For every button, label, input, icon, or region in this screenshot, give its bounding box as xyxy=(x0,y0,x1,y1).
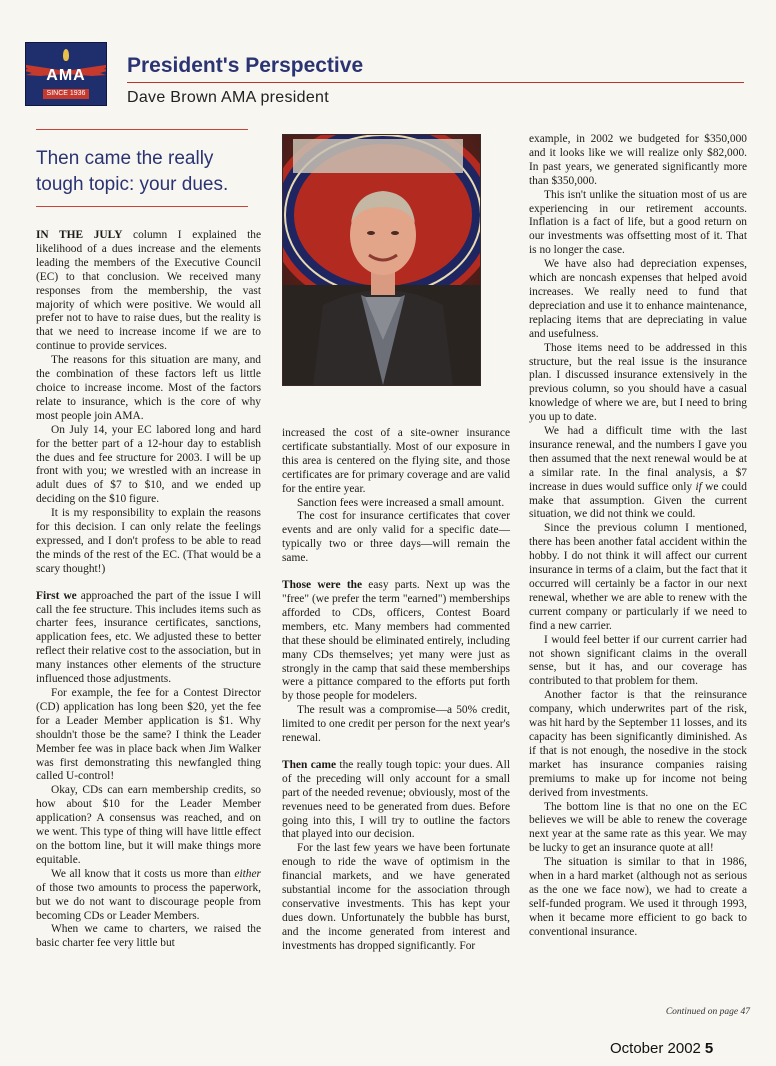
paragraph: The reasons for this situation are many, and the combination of these factors left us little choice to increase income. Most of the factors relate to insurance, which is the core of why most people join AMA. xyxy=(36,354,261,422)
run-in-lead: IN THE JULY xyxy=(36,229,123,241)
logo-since: SINCE 1936 xyxy=(43,89,89,99)
run-in-lead: Then came xyxy=(282,758,337,771)
paragraph: IN THE JULY column I explained the likelihood of a dues increase and the elements leading the members of the Executive Council (EC) to that conclusion. We received many responses from the membership, the vast majority of which were positive. We would all prefer not to have to raise dues, but the reality is that we need to increase income if we are to continue to provide services. xyxy=(36,229,261,353)
continued-note: Continued on page 47 xyxy=(665,1007,750,1017)
torch-flame-icon xyxy=(63,49,69,61)
page-folio xyxy=(610,1040,713,1057)
issue-date: October 2002 xyxy=(610,1040,701,1057)
run-in-lead: Those were the xyxy=(282,579,363,592)
logo-text: AMA xyxy=(46,67,86,84)
paragraph: Those items need to be addressed in this structure, but the real issue is the insurance plan. I discussed insurance extensively in the previous column, so you should have a casual knowledge of where we are, but I need to bring you up to date. xyxy=(529,341,747,424)
paragraph: It is my responsibility to explain the reasons for this decision. I can only relate the feelings expressed, and I don't profess to be able to read the minds of the rest of the EC. (That would be a scary thought!) xyxy=(36,507,261,575)
paragraph: We all know that it costs us more than either of those two amounts to process the paperwork, but we do not want to discourage people from becoming CDs or Leader Members. xyxy=(36,867,261,922)
paragraph: This isn't unlike the situation most of us are experiencing in our retirement accounts. Inflation is a fact of life, but a good return on our investments was offsetting most of it. That is no longer the case. xyxy=(529,188,747,257)
paragraph: For example, the fee for a Contest Director (CD) application has long been $20, yet the fee for a Leader Member application is $1. Why shouldn't those be the same? I think the Leader Member fee was in place back when Jim Walker was first demonstrating this newfangled thing called U-control! xyxy=(36,687,261,783)
article-column-1 xyxy=(36,229,261,951)
author-byline: Dave Brown AMA president xyxy=(127,89,329,106)
paragraph: Then came the really tough topic: your dues. All of the preceding will only account for a small part of the needed revenue; obviously, most of the revenues need to be generated from dues. Before going into this, I will try to outline the factors that played into our decision. xyxy=(282,758,510,841)
paragraph: First we approached the part of the issue I will call the fee structure. This includes items such as charter fees, insurance certificates, sanctions, application fees, etc. We adjusted these to better reflect their relative cost to the association, but in many instances other elements of the structure influenced those adjustments. xyxy=(36,589,261,686)
paragraph: The situation is similar to that in 1986, when in a hard market (although not as serious as the one we face now), we had to create a self-funded program. We used it through 1993, when it became more efficient to go back to conventional insurance. xyxy=(529,856,747,938)
column-title: President's Perspective xyxy=(127,54,364,77)
pull-quote: Then came the really tough topic: your dues. xyxy=(36,148,229,195)
paragraph: We had a difficult time with the last insurance renewal, and the numbers I gave you then assumed that the next renewal would be at a similar rate. In the final analysis, a $7 increase in dues would suffice only if we could make that assumption. Given the current situation, we did not think we could. xyxy=(529,425,747,521)
paragraph: example, in 2002 we budgeted for $350,000 and it looks like we will realize only $82,000. In past years, we generated significantly more than $350,000. xyxy=(529,133,747,187)
article-column-2 xyxy=(282,427,510,954)
article-column-3 xyxy=(529,133,747,940)
paragraph: The result was a compromise—a 50% credit, limited to one credit per person for the next year's renewal. xyxy=(282,704,510,745)
paragraph: I would feel better if our current carrier had not shown significant claims in the overall sense, but it has, and our coverage has contributed to that problem for them. xyxy=(529,633,747,688)
paragraph: We have also had depreciation expenses, which are noncash expenses that helped avoid increases. We really need to fund that depreciation and use it to enhance maintenance, replacing items that are depreciating in value and usefulness. xyxy=(529,258,747,340)
paragraph: increased the cost of a site-owner insurance certificate substantially. Most of our exposure in this area is centered on the flying site, and those certificates are for primary coverage and are valid for the entire year. xyxy=(282,427,510,495)
paragraph: Okay, CDs can earn membership credits, so how about $10 for the Leader Member application? A consensus was reached, and on we went. This type of thing will have little effect on the bottom line, but it will make things more equitable. xyxy=(36,784,261,866)
pull-quote-rule-top xyxy=(36,129,248,130)
paragraph: The cost for insurance certificates that cover events and are only valid for a specific date—typically two or three days—will remain the same. xyxy=(282,510,510,565)
author-photo xyxy=(282,134,481,386)
pull-quote-rule-bottom xyxy=(36,206,248,207)
page-number: 5 xyxy=(704,1040,714,1057)
paragraph: On July 14, your EC labored long and hard for the better part of a 12-hour day to establish the dues and fee structure for 2003. I will be up front with you; we wrestled with an increase in adult dues of $7 to $10, and we ended up deciding on the $10 figure. xyxy=(36,423,261,506)
paragraph: When we came to charters, we raised the basic charter fee very little but xyxy=(36,923,261,950)
paragraph: Those were the easy parts. Next up was the "free" (we prefer the term "earned") memberships afforded to CDs, officers, Contest Board members, etc. Many members had commented that these should be eliminated entirely, including many CDs themselves; yet many were just as strongly in the camp that said these memberships were a pittance compared to the efforts put forth by those people for modelers. xyxy=(282,579,510,703)
paragraph: Another factor is that the reinsurance company, which underwrites part of the risk, was hit hard by the September 11 losses, and its capacity has been significantly diminished. As if that is not enough, the nosedive in the stock market has insurance companies raising premiums to make up for income not being derived from investments. xyxy=(529,689,747,799)
paragraph: Sanction fees were increased a small amount. xyxy=(297,496,505,509)
ama-logo xyxy=(25,42,107,106)
paragraph: Since the previous column I mentioned, there has been another fatal accident within the hobby. I do not think it will affect our current insurance in terms of a claim, but the fact that it occurred will certainly be a factor in our next renewal, whether we are able to renew with the current company or particularly if we need to find a new carrier. xyxy=(529,522,747,632)
portrait-illustration xyxy=(283,135,480,385)
header-rule xyxy=(127,82,744,83)
paragraph: For the last few years we have been fortunate enough to ride the wave of optimism in the financial markets, and we have generated substantial income for the association through conservative investments. This has kept your dues down. Unfortunately the bubble has burst, and the income generated from interest and investments has dropped significantly. For xyxy=(282,842,510,952)
run-in-lead: First we xyxy=(36,589,77,602)
paragraph: The bottom line is that no one on the EC believes we will be able to renew the coverage next year at the same rate as this year. We may be lucky to get an insurance quote at all! xyxy=(529,800,747,855)
